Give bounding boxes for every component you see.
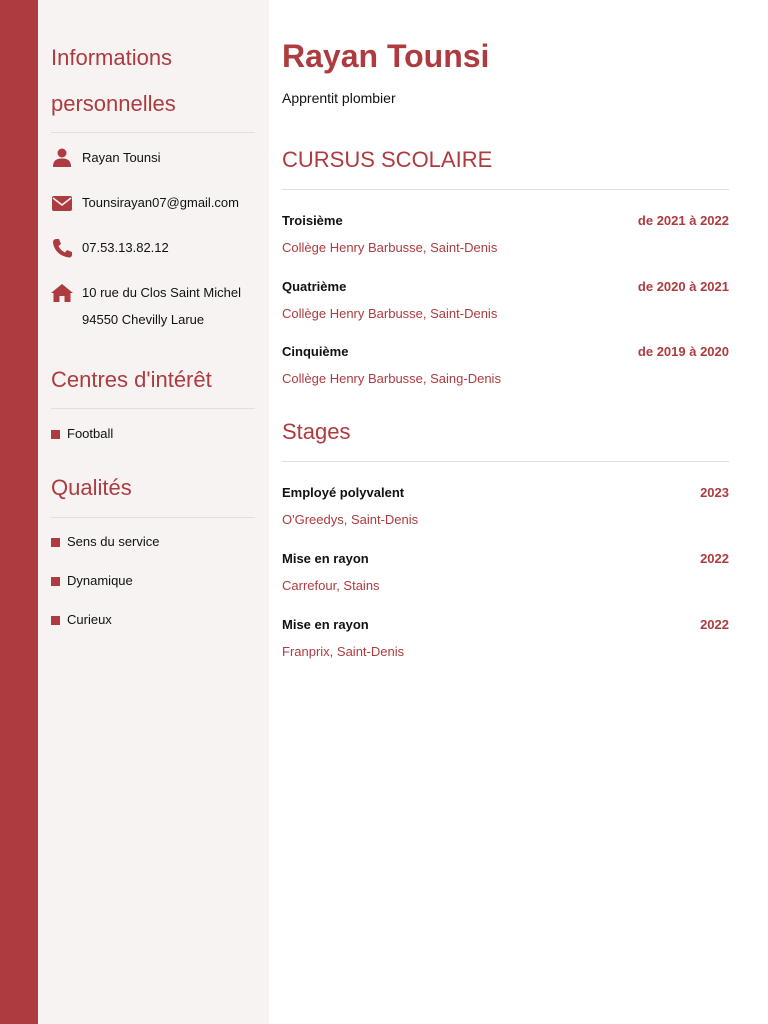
entry-date: de 2021 à 2022 xyxy=(637,213,729,228)
personal-info-heading-line2: personnelles xyxy=(51,91,176,116)
contact-email-row xyxy=(51,193,255,213)
internships-heading: Stages xyxy=(282,419,351,444)
education-entry xyxy=(282,279,729,329)
contact-address-row xyxy=(51,283,255,333)
qualities-heading: Qualités xyxy=(51,475,132,500)
qualities-divider xyxy=(51,517,255,518)
personal-info-heading-line1: Informations xyxy=(51,45,173,70)
entry-title: Quatrième xyxy=(282,279,347,294)
entry-place: Carrefour, Stains xyxy=(282,578,380,593)
education-heading: CURSUS SCOLAIRE xyxy=(282,147,493,172)
internship-entry xyxy=(282,617,729,667)
education-divider xyxy=(282,189,729,190)
contact-phone-row xyxy=(51,238,255,258)
phone-icon xyxy=(51,238,73,258)
address-line1: 10 rue du Clos Saint Michel xyxy=(82,285,241,300)
job-title: Apprentit plombier xyxy=(282,90,396,106)
contact-phone[interactable]: 07.53.13.82.12 xyxy=(82,240,169,255)
square-bullet-icon xyxy=(51,616,60,625)
interest-label: Football xyxy=(67,426,114,441)
envelope-icon xyxy=(51,193,73,213)
quality-label: Curieux xyxy=(67,612,112,627)
interests-divider xyxy=(51,408,255,409)
candidate-name: Rayan Tounsi xyxy=(282,38,490,74)
internship-entry xyxy=(282,485,729,535)
entry-place: O'Greedys, Saint-Denis xyxy=(282,512,419,527)
quality-item xyxy=(51,612,255,628)
square-bullet-icon xyxy=(51,577,60,586)
education-entry xyxy=(282,213,729,263)
personal-info-heading xyxy=(51,35,176,127)
entry-place: Collège Henry Barbusse, Saint-Denis xyxy=(282,306,498,321)
entry-date: 2022 xyxy=(700,551,729,566)
square-bullet-icon xyxy=(51,538,60,547)
quality-label: Dynamique xyxy=(67,573,133,588)
personal-info-divider xyxy=(51,132,255,133)
quality-label: Sens du service xyxy=(67,534,160,549)
interests-heading: Centres d'intérêt xyxy=(51,367,212,392)
quality-item xyxy=(51,573,255,589)
entry-place: Collège Henry Barbusse, Saint-Denis xyxy=(282,240,498,255)
entry-title: Troisième xyxy=(282,213,343,228)
entry-place: Collège Henry Barbusse, Saing-Denis xyxy=(282,371,501,386)
square-bullet-icon xyxy=(51,430,60,439)
entry-date: 2023 xyxy=(700,485,729,500)
entry-title: Cinquième xyxy=(282,344,349,359)
sidebar xyxy=(38,0,269,1024)
user-icon xyxy=(51,148,73,168)
entry-date: de 2019 à 2020 xyxy=(637,344,729,359)
contact-name: Rayan Tounsi xyxy=(82,150,161,165)
education-entry xyxy=(282,344,729,394)
contact-name-row xyxy=(51,148,255,168)
quality-item xyxy=(51,534,255,550)
entry-title: Employé polyvalent xyxy=(282,485,405,500)
contact-email[interactable]: Tounsirayan07@gmail.com xyxy=(82,195,239,210)
entry-date: de 2020 à 2021 xyxy=(637,279,729,294)
entry-place: Franprix, Saint-Denis xyxy=(282,644,405,659)
internship-entry xyxy=(282,551,729,601)
interest-item xyxy=(51,426,255,442)
home-icon xyxy=(51,283,73,303)
internships-divider xyxy=(282,461,729,462)
accent-stripe xyxy=(0,0,38,1024)
entry-title: Mise en rayon xyxy=(282,617,369,632)
entry-date: 2022 xyxy=(700,617,729,632)
entry-title: Mise en rayon xyxy=(282,551,369,566)
address-line2: 94550 Chevilly Larue xyxy=(82,312,205,327)
